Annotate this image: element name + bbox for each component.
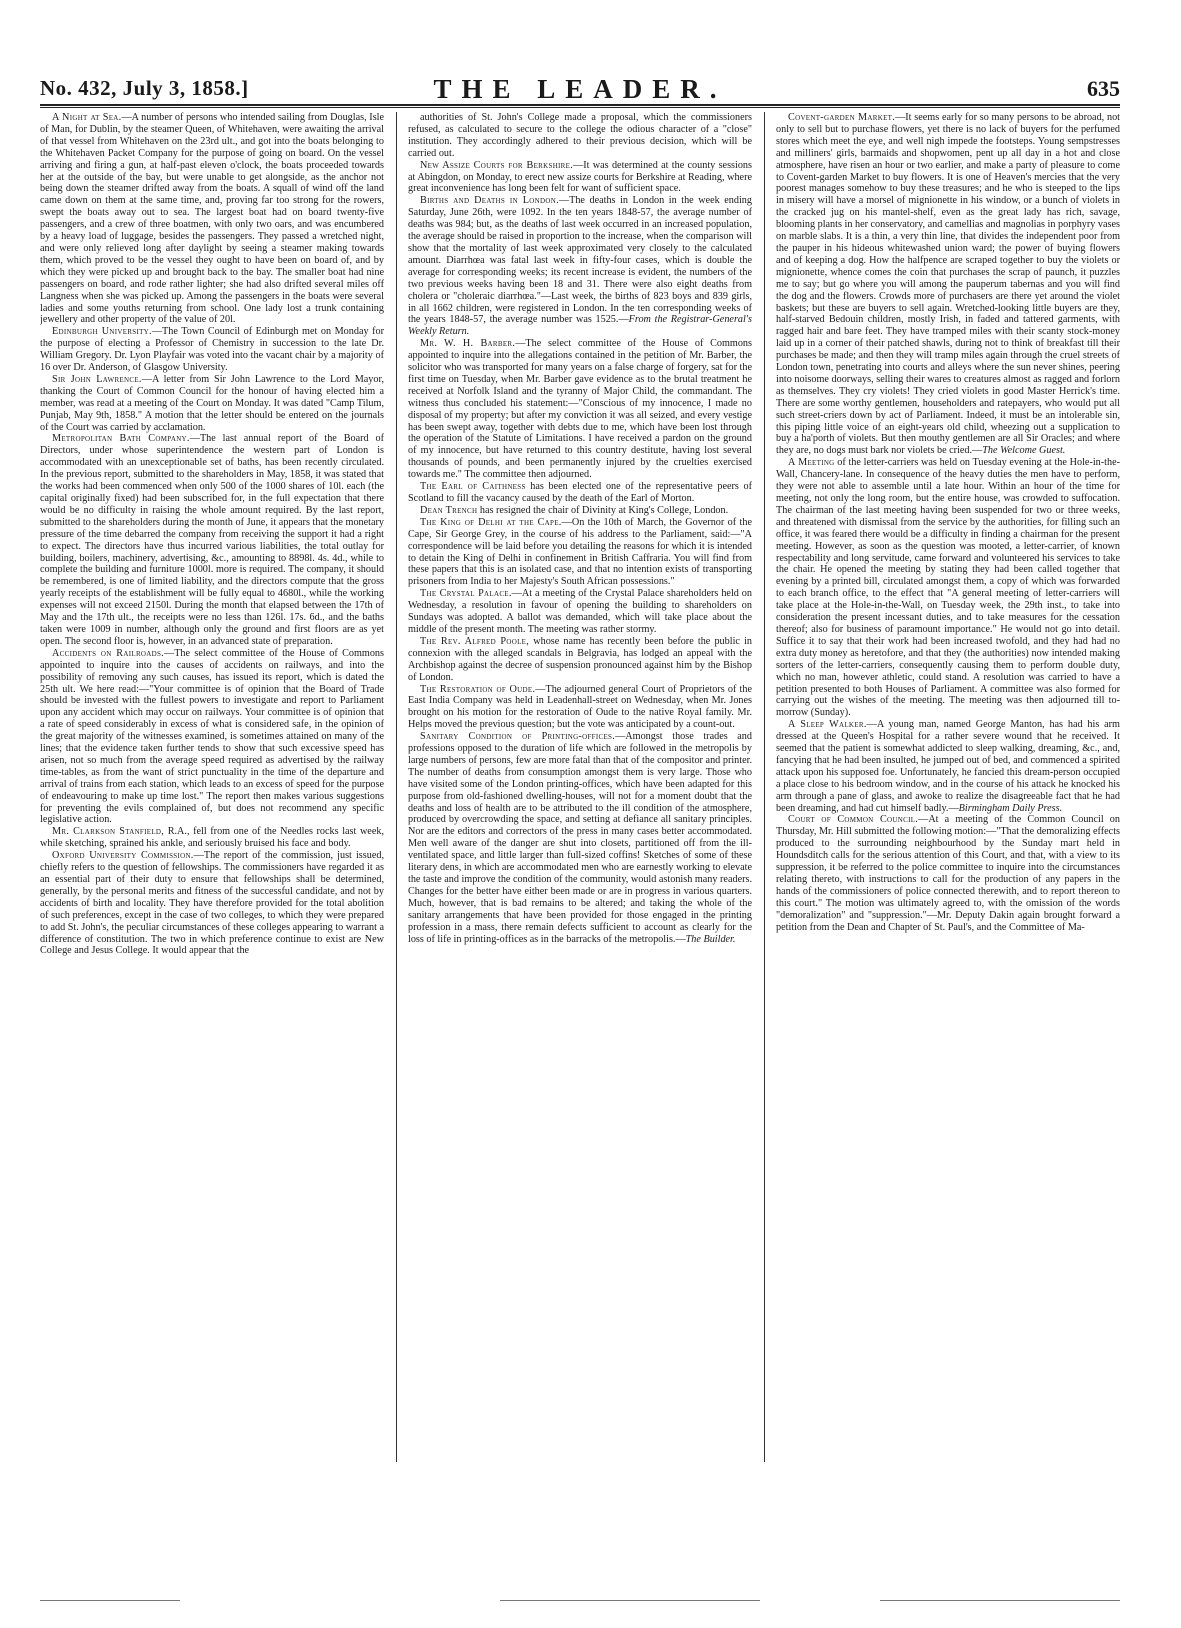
article-paragraph	[408, 636, 752, 684]
article-heading: Births and Deaths in London.	[420, 195, 559, 207]
article-text: authorities of St. John's College made a proposal, which the commissioners refused, as calculated to secure to the college the odious character of a "close" institution. They accordingly adhered to their previous decision, which will be carried out.	[408, 112, 752, 159]
article-paragraph	[776, 814, 1120, 933]
article-heading: Mr. Clarkson Stanfield,	[52, 826, 165, 838]
article-paragraph	[776, 719, 1120, 814]
article-paragraph	[776, 457, 1120, 719]
article-text: —A number of persons who intended sailing from Douglas, Isle of Man, for Dublin, by the steamer Queen, of Whitehaven, were awaiting the arrival of that vessel from Whitehaven on the 23rd ult., and got into the boats belonging to the Whitehaven Packet Company for the purpose of going on board. On the vessel arriving and firing a gun, at half-past eleven o'clock, the boats proceeded towards her at the outside of the bay, but were unable to get alongside, as the anchor not being down the steamer drifted away from the boats. A squall of wind off the land came down on them at the same time, and, proving far too strong for the rowers, swept the boats away out to sea. The largest boat had on board twenty-five passengers, and a crew of three boatmen, with only two oars, and was encumbered by a heavy load of luggage, besides the passengers. They passed a wretched night, and were only relieved long after daylight by seeing a steamer making towards them, which proved to be the vessel they ought to have been on board of, and by which they were picked up and brought back to the bay. The smaller boat had nine passengers on board, and rode rather lighter; she had also drifted several miles off Langness when she was picked up. Among the passengers in the boats were several ladies and some youths returning from school. One lady lost a trunk containing jewellery and other property of the value of 20l.	[40, 112, 384, 326]
page-number: 635	[1087, 76, 1120, 101]
article-text: has resigned the chair of Divinity at King's College, London.	[477, 504, 729, 516]
article-paragraph	[408, 684, 752, 732]
article-text: —The select committee of the House of Commons appointed to inquire into the causes of accidents on railways, and into the possibility of removing any such causes, has issued its report, which is dated the 25th ult. We here read:—"Your committee is of opinion that the Board of Trade should be invested with the fullest powers to investigate and report to Parliament upon any accident which may occur on railways. Your committee is of opinion that a rate of speed considerably in excess of what is considered safe, in the opinion of the great majority of the witnesses examined, is sometimes attained on many of the lines; that the evidence taken further tends to show that such excessive speed has arisen, not so much from the average speed required as advertised by the railway time-tables, as from the want of strict punctuality in the time of the departure and arrival of trains from each station, which leads to an excess of speed for the purpose of endeavouring to make up time lost." The report then makes various suggestions for preventing the evils complained of, but does not recommend any specific legislative action.	[40, 647, 384, 826]
article-text: —The report of the commission, just issued, chiefly refers to the question of fellowships. The commissioners have regarded it as an essential part of their duty to ensure that fellowships shall be determined, generally, by the personal merits and fitness of the successful candidate, and not by accidents of birth and locality. They have therefore provided for the total abolition of such preferences, except in the case of two colleges, to which they were prepared to add St. John's, the peculiar circumstances of these colleges appearing to warrant a difference of constitution. The two in which preference continue to exist are New College and Jesus College. It would appear that the	[40, 850, 384, 957]
article-source: From the Registrar-General's Weekly Return.	[408, 314, 752, 338]
article-heading: Court of Common Council.	[788, 814, 919, 826]
masthead-rule-thin	[40, 107, 1120, 108]
columns	[40, 112, 1120, 1552]
bottom-edge-mark	[500, 1600, 760, 1601]
article-text: —At a meeting of the Common Council on Thursday, Mr. Hill submitted the following motion:—"That the demoralizing effects produced to the surrounding neighbourhood by the Sunday mart held in Houndsditch calls for the serious attention of this Court, and that, with a view to its suppression, it be referred to the police committee to inquire into the circumstances relating thereto, with instructions to call for the production of any papers in the hands of the commissioners of police connected therewith, and to report thereon to this court." The motion was ultimately agreed to, with the omission of the words "demoralization" and "suppression."—Mr. Deputy Dakin again brought forward a petition from the Dean and Chapter of St. Paul's, and the Committee of Ma-	[776, 814, 1120, 933]
article-heading: Sanitary Condition of Printing-offices.	[420, 731, 616, 743]
issue-line: No. 432, July 3, 1858.]	[40, 76, 249, 100]
article-paragraph	[40, 648, 384, 827]
article-paragraph	[408, 588, 752, 636]
article-paragraph	[408, 481, 752, 505]
article-heading: The Crystal Palace.	[420, 588, 512, 600]
article-heading: Oxford University Commission.	[52, 850, 194, 862]
masthead-rule	[40, 104, 1120, 106]
article-paragraph	[40, 326, 384, 374]
article-text: —The Town Council of Edinburgh met on Monday for the purpose of electing a Professor of Chemistry in succession to the late Dr. William Gregory. Dr. Lyon Playfair was voted into the vacant chair by a majority of 16 over Dr. Anderson, of Glasgow University.	[40, 326, 384, 374]
article-text: —The select committee of the House of Commons appointed to inquire into the allegations contained in the petition of Mr. Barber, the solicitor who was transported for many years on a false charge of forgery, sat for the first time on Tuesday, when Mr. Barber gave evidence as to the brutal treatment he received at Norfolk Island and the tyranny of Major Child, the commandant. The witness thus concluded his statement:—"Conscious of my innocence, I made no disposal of my property; but after my conviction it was all seized, and every vestige has been swept away, together with debts due to me, which have been lost through the operation of the Statute of Limitations. I have received a pardon on the ground of my innocence, but have returned to this country destitute, having lost several thousands of pounds, and been permanently injured by the cruelties exercised towards me." The committee then adjourned.	[408, 338, 752, 481]
column-3	[776, 112, 1120, 1552]
article-text: —A letter from Sir John Lawrence to the Lord Mayor, thanking the Court of Common Council for the honour of having elected him a member, was read at a meeting of the Court on Monday. It was dated "Camp Tilum, Punjab, May 9th, 1858." A motion that the letter should be entered on the journals of the Court was carried by acclamation.	[40, 373, 384, 433]
article-source: The Welcome Guest.	[982, 445, 1066, 457]
column-1	[40, 112, 384, 1552]
article-text: R.A., fell from one of the Needles rocks last week, while sketching, sprained his ankle, and seriously bruised his face and body.	[40, 826, 384, 850]
column-divider	[396, 112, 397, 1462]
article-text: —It seems early for so many persons to be abroad, not only to sell but to purchase flowers, yet there is no lack of buyers for the perfumed stores which meet the eye, and well nigh impede the footsteps. Young sempstresses and milliners' girls, barmaids and shopwomen, pent up all day in a hot and close atmosphere, have risen an hour or two earlier, and make a party of pleasure to come to Covent-garden Market to buy flowers. It is one of Heaven's mercies that the very poorest manages somehow to buy these treasures; and he who is steeped to the lips in misery will have a morsel of mignionette in his window, or a bunch of violets in the cracked jug on his mantel-shelf, even as the great lady has rich, savage, blooming plants in her conservatory, and camellias and magnolias in porphyry vases on marble slabs. It is a thin, a very thin line, that divides the independent poor from the pauper in his hideous whitewashed union ward; the power of buying flowers and of keeping a dog. How the halfpence are scraped together to buy the violets or mignionette, whence comes the coin that purchases the scrap of paunch, it puzzles me to say; but go where you will among the pauperum tabernas and you will find the dog and the flowers. Crowds more of purchasers are there yet around the violet baskets; but these are buyers to sell again. Wretched-looking little buyers are they, half-starved Bedouin children, mostly Irish, in faded and tattered garments, with ragged hair and bare feet. They have tramped miles with their scanty stock-money laid up in a corner of their patched shawls, during not to think of breakfast till their purchases be made; and then they will tramp miles again through the cruel streets of London town, penetrating into courts and alleys where the sun never shines, peering into noisome doorways, selling their wares to creatures almost as ragged and forlorn as themselves. They cry violets! They cried violets in good Master Herrick's time. There are some worthy gentlemen, householders and ratepayers, who would put all such street-criers down by act of Parliament. Indeed, it must be an intolerable sin, this piping little voice of an eight-years old child, wheezing out a supplication to buy a ha'porth of violets. But then mouthy gentlemen are all Sir Oracles; and where they are, no dogs must bark nor violets be cried.—	[776, 112, 1120, 457]
article-paragraph	[40, 433, 384, 647]
bottom-edge-mark	[40, 1600, 180, 1601]
article-heading: Covent-garden Market.	[788, 112, 896, 123]
article-text: has been elected one of the representative peers of Scotland to fill the vacancy caused by the death of the Earl of Morton.	[408, 481, 752, 504]
article-source: The Builder.	[685, 933, 736, 945]
article-text: —The adjourned general Court of Proprietors of the East India Company was held in Leadenhall-street on Wednesday, when Mr. Jones brought on his motion for the restoration of Oude to the native Royal family. Mr. Helps moved the previous question; but the vote was anticipated by a count-out.	[408, 683, 752, 731]
article-paragraph	[408, 338, 752, 481]
article-paragraph	[408, 505, 752, 517]
article-heading: A Night at Sea.	[52, 112, 122, 123]
article-text: —The last annual report of the Board of Directors, under whose superintendence the western part of London is accommodated with an unexceptionable set of baths, has been recently circulated. In the previous report, submitted to the shareholders in May, 1858, it was stated that the works had been commenced when only 500 of the 1000 shares of 10l. each (the capital originally fixed) had been subscribed for, in the full expectation that there would be no difficulty in raising the whole amount required. By the last report, submitted to the shareholders during the month of June, it appears that the monetary pressure of the time debarred the company from receiving the support it had a right to expect. The directors have thus incurred various liabilities, the total outlay for building, boilers, machinery, advertising, &c., amounting to 8898l. 4s. 4d., while to complete the building and furniture 1000l. more is required. The company, it should be remembered, is one of limited liability, and the directors compute that the gross yearly receipts of the establishment will be fully equal to 4680l., while the working expenses will not exceed 2150l. During the month that elapsed between the 17th of May and the 17th ult., the receipts were no less than 126l. 17s. 6d., and the baths taken were 1009 in number, although only the ground and first floors are as yet open. The second floor is, however, in an advanced state of preparation.	[40, 433, 384, 647]
bottom-edge-mark	[880, 1600, 1120, 1601]
article-heading: Dean Trench	[420, 504, 478, 516]
article-heading: Metropolitan Bath Company.	[52, 433, 190, 445]
article-heading: The Restoration of Oude.	[420, 683, 536, 695]
article-paragraph	[408, 160, 752, 196]
article-heading: Sir John Lawrence.	[52, 373, 142, 385]
article-text: —It was determined at the county sessions at Abingdon, on Monday, to erect new assize courts for Berkshire at Reading, where great inconvenience has long been felt for want of sufficient space.	[408, 159, 752, 195]
article-heading: A Sleep Walker.	[788, 719, 867, 731]
article-text: of the letter-carriers was held on Tuesday evening at the Hole-in-the-Wall, Chancery-lane. In consequence of the heavy duties the men have to perform, they were not able to assemble until a late hour. Within an hour of the time for meeting, not only the long room, but the entire house, was crowded to suffocation. The chairman of the last meeting having been suspended for two or three weeks, and threatened with dismissal from the service by the authorities, for filling such an office, it was feared there would be a difficulty in finding a chairman for the present meeting. However, as soon as the question was mooted, a letter-carrier, of known respectability and long servitude, came forward and volunteered his services to take the chair. He opened the meeting by stating they had been called together that evening by a printed bill, circulated amongst them, a copy of which was forwarded to each branch office, to the effect that "A general meeting of letter-carriers will take place at the Hole-in-the-Wall, on Tuesday week, the 29th inst., to take into consideration the present incessant duties, and to take measures for the cessation thereof; also for business of paramount importance." He would not go into detail. Suffice it to say that their work had been increased twofold, and they had had no extra duty money as heretofore, and that they (the authorities) now intended making sorters of the letter-carriers, consequently causing them to perform double duty, which no man, however athletic, could stand. A resolution was carried to have a petition presented to both Houses of Parliament. A committee was also formed for carrying out the wishes of the meeting. The meeting was then adjourned till to-morrow (Sunday).	[776, 457, 1120, 719]
column-divider	[764, 112, 765, 1462]
article-heading: The Rev. Alfred Poole,	[420, 635, 530, 647]
article-paragraph	[40, 850, 384, 957]
article-source: Birmingham Daily Press.	[958, 802, 1063, 814]
newspaper-title: THE LEADER.	[433, 74, 727, 104]
article-heading: Accidents on Railroads.	[52, 647, 165, 659]
article-paragraph	[408, 731, 752, 945]
column-2	[408, 112, 752, 1552]
article-text: —A young man, named George Manton, has had his arm dressed at the Queen's Hospital for a rather severe wound that he received. It seemed that the patient is somewhat addicted to sleep walking, dreaming, &c., and, fancying that he had been insulted, he jumped out of bed, and commenced a spirited attack upon his supposed foe. Unfortunately, he fancied this dream-person occupied a place close to his bedroom window, and in the course of his attack he knocked his arm through a pane of glass, and awoke to realize the disagreeable fact that he had been dreaming, and had cut himself badly.—	[776, 719, 1120, 814]
article-paragraph	[776, 112, 1120, 457]
article-paragraph	[40, 112, 384, 326]
article-text: —At a meeting of the Crystal Palace shareholders held on Wednesday, a resolution in favour of opening the building to shareholders on Sundays was adopted. A ballot was demanded, which will take place about the middle of the present month. The meeting was rather stormy.	[408, 588, 752, 635]
article-text: whose name has recently been before the public in connexion with the alleged scandals in Belgravia, has lodged an appeal with the Archbishop against the decree of suspension pronounced against him by the Bishop of London.	[408, 635, 752, 683]
article-text: —Amongst those trades and professions opposed to the duration of life which are followed in the metropolis by large numbers of persons, few are more fatal than that of the compositor and printer. The number of deaths from consumption amongst them is very large. Those who have visited some of the London printing-offices, which have been adapted for this purpose from old-fashioned dwelling-houses, will not for a moment doubt that the deaths and loss of health are to be attributed to the ill condition of the atmosphere, produced by overcrowding the space, and setting at defiance all sanitary principles. Nor are the editors and correctors of the press in many cases better accommodated. Men well aware of the danger are shut into closets, partitioned off from the ill-ventilated space, and little larger than full-sized coffins! Sketches of some of these literary dens, in which are accommodated men who are earnestly working to elevate the taste and improve the condition of the community, would astonish many readers. Changes for the better have either been made or are in progress in various quarters. Much, however, that is bad remains to be altered; and taking the whole of the sanitary arrangements that have been provided for those engaged in the printing profession in a mass, there remain defects sufficient to account as clearly for the loss of life in printing-offices as in the barracks of the metropolis.—	[408, 731, 752, 945]
masthead	[40, 74, 1120, 104]
article-heading: A Meeting	[788, 457, 835, 469]
article-paragraph	[408, 195, 752, 338]
article-paragraph	[408, 517, 752, 588]
article-text: —The deaths in London in the week ending Saturday, June 26th, were 1092. In the ten years 1848-57, the average number of deaths was 984; but, as the deaths of last week occurred in an increased population, the average should be raised in proportion to the increase, when the comparison will show that the mortality of last week approximated very closely to the calculated amount. Diarrhœa was fatal last week in fifty-four cases, which is double the average for corresponding weeks; its recent increase is evident, the numbers of the two previous weeks having been 18 and 31. There were also eight deaths from cholera or "choleraic diarrhœa."—Last week, the births of 823 boys and 839 girls, in all 1662 children, were registered in London. In the ten corresponding weeks of the years 1848-57, the average number was 1525.—	[408, 195, 752, 326]
article-heading: The Earl of Caithness	[420, 481, 526, 493]
article-heading: New Assize Courts for Berkshire.	[420, 159, 574, 171]
article-heading: The King of Delhi at the Cape.	[420, 516, 562, 528]
article-heading: Edinburgh University.	[52, 326, 152, 338]
article-paragraph	[40, 374, 384, 434]
article-paragraph	[408, 112, 752, 160]
article-paragraph	[40, 826, 384, 850]
article-text: —On the 10th of March, the Governor of the Cape, Sir George Grey, in the course of his address to the Parliament, said:—"A correspondence will be laid before you detailing the reasons for which it is intended to detain the King of Delhi in confinement in British Caffraria. You will find from these papers that this is an isolated case, and that no intention exists of transporting prisoners from India to her Majesty's South African possessions."	[408, 516, 752, 588]
article-heading: Mr. W. H. Barber.	[420, 338, 516, 350]
